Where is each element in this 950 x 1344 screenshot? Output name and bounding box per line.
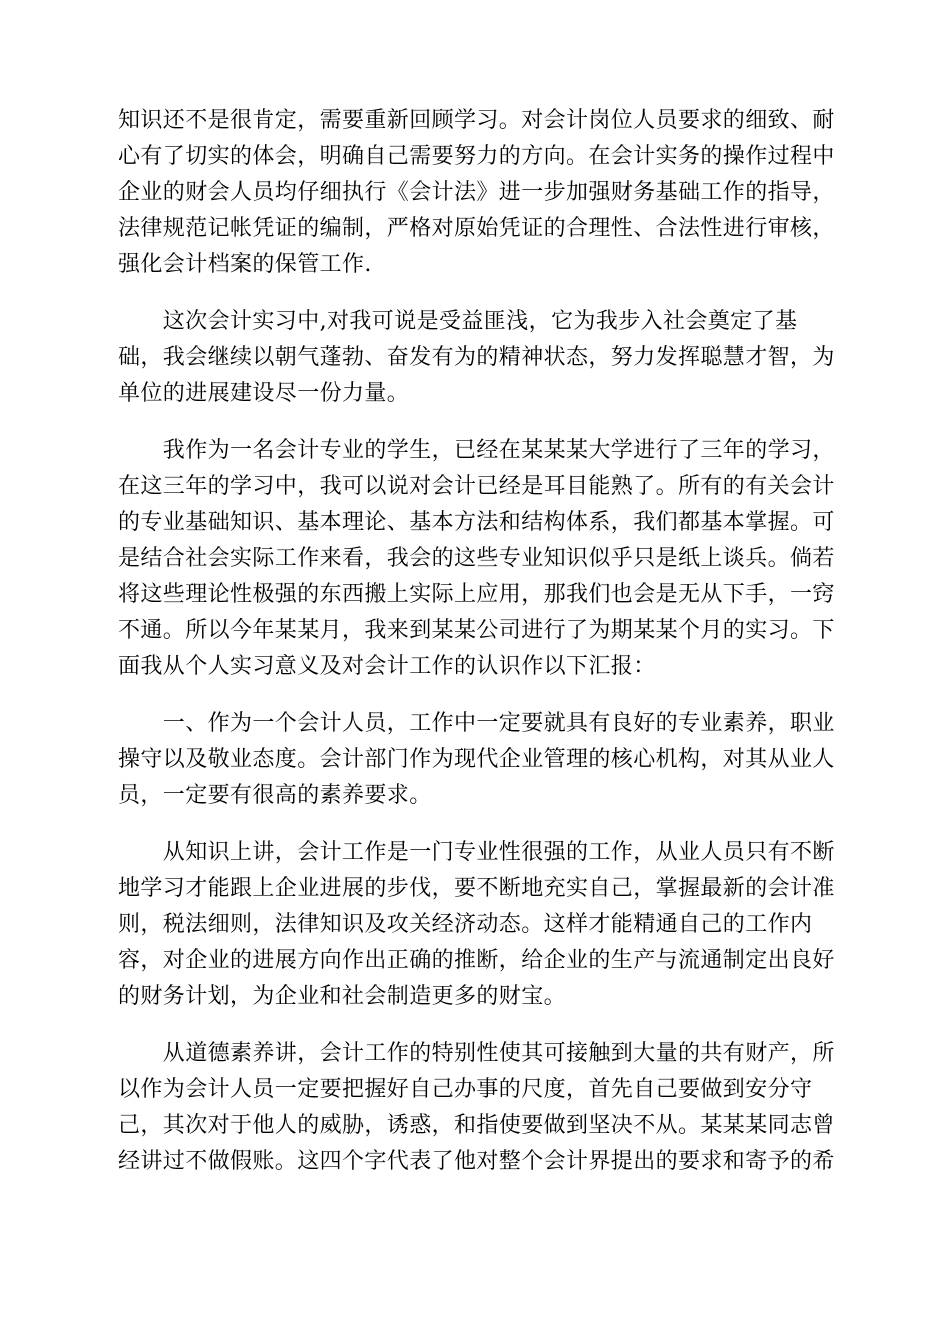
- text-line: 经讲过不做假账。这四个字代表了他对整个会计界提出的要求和寄予的希: [118, 1149, 835, 1174]
- text-line: 从道德素养讲，会计工作的特别性使其可接触到大量的共有财产，所: [118, 1041, 835, 1066]
- text-line: 不通。所以今年某某月，我来到某某公司进行了为期某某个月的实习。下: [118, 618, 835, 643]
- text-line: 知识还不是很肯定，需要重新回顾学习。对会计岗位人员要求的细致、耐: [118, 108, 835, 133]
- text-line: 是结合社会实际工作来看，我会的这些专业知识似乎只是纸上谈兵。倘若: [118, 546, 835, 571]
- paragraph-1: [118, 103, 835, 283]
- text-line: 心有了切实的体会，明确自己需要努力的方向。在会计实务的操作过程中: [118, 144, 835, 169]
- text-line: 的财务计划，为企业和社会制造更多的财宝。: [118, 984, 567, 1009]
- text-line: 的专业基础知识、基本理论、基本方法和结构体系，我们都基本掌握。可: [118, 510, 835, 535]
- paragraph-3: [118, 433, 835, 685]
- text-line: 从知识上讲，会计工作是一门专业性很强的工作，从业人员只有不断: [118, 840, 835, 865]
- text-line: 己，其次对于他人的威胁，诱惑，和指使要做到坚决不从。某某某同志曾: [118, 1113, 835, 1138]
- paragraph-2: [118, 304, 835, 412]
- text-line: 强化会计档案的保管工作.: [118, 252, 372, 277]
- text-line: 企业的财会人员均仔细执行《会计法》进一步加强财务基础工作的指导，: [118, 180, 835, 205]
- text-line: 础，我会继续以朝气蓬勃、奋发有为的精神状态，努力发挥聪慧才智，为: [118, 345, 835, 370]
- paragraph-5: [118, 835, 835, 1015]
- text-line: 单位的进展建设尽一份力量。: [118, 381, 410, 406]
- paragraph-4: [118, 706, 835, 814]
- text-line: 操守以及敬业态度。会计部门作为现代企业管理的核心机构，对其从业人: [118, 747, 835, 772]
- text-line: 这次会计实习中,对我可说是受益匪浅，它为我步入社会奠定了基: [118, 309, 798, 334]
- text-line: 员，一定要有很高的素养要求。: [118, 783, 432, 808]
- document-body: [118, 103, 835, 1180]
- text-line: 面我从个人实习意义及对会计工作的认识作以下汇报：: [118, 654, 656, 679]
- paragraph-gap: [118, 283, 832, 304]
- text-line: 容，对企业的进展方向作出正确的推断，给企业的生产与流通制定出良好: [118, 948, 835, 973]
- paragraph-gap: [118, 412, 832, 433]
- text-line: 以作为会计人员一定要把握好自己办事的尺度，首先自己要做到安分守: [118, 1077, 813, 1102]
- paragraph-gap: [118, 685, 832, 706]
- text-line: 则，税法细则，法律知识及攻关经济动态。这样才能精通自己的工作内: [118, 912, 813, 937]
- text-line: 在这三年的学习中，我可以说对会计已经是耳目能熟了。所有的有关会计: [118, 474, 835, 499]
- paragraph-6: [118, 1036, 835, 1180]
- text-line: 将这些理论性极强的东西搬上实际上应用，那我们也会是无从下手，一窍: [118, 582, 835, 607]
- text-line: 一、作为一个会计人员，工作中一定要就具有良好的专业素养，职业: [118, 711, 835, 736]
- paragraph-gap: [118, 814, 832, 835]
- text-line: 地学习才能跟上企业进展的步伐，要不断地充实自己，掌握最新的会计准: [118, 876, 835, 901]
- paragraph-gap: [118, 1015, 832, 1036]
- text-line: 法律规范记帐凭证的编制，严格对原始凭证的合理性、合法性进行审核，: [118, 216, 835, 241]
- text-line: 我作为一名会计专业的学生，已经在某某某大学进行了三年的学习，: [118, 438, 835, 463]
